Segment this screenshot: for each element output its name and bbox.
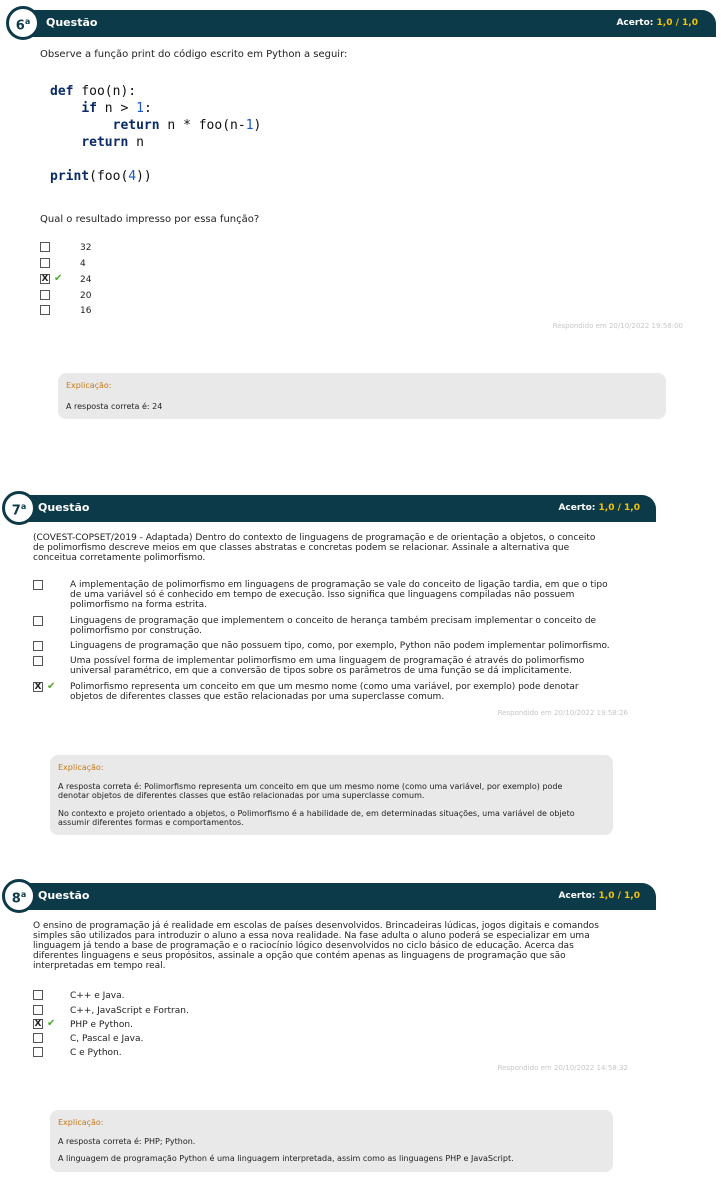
option-checkbox[interactable]	[33, 616, 43, 626]
option-checkbox[interactable]	[40, 258, 50, 268]
option-label: Linguagens de programação que não possuem tipo, como, por exemplo, Python não podem implementar polimorfismo.	[70, 641, 610, 651]
option-4[interactable]	[40, 258, 340, 270]
option-checkbox[interactable]	[33, 990, 43, 1000]
explanation-title: Explicação:	[58, 763, 104, 772]
question-prompt: (COVEST-COPSET/2019 - Adaptada) Dentro do contexto de linguagens de programação e de orientação a objetos, o conceito de polimorfismo descreve meios em que classes abstratas e concretas podem se relacionar. Assinale a alternativa que conceitua corretamente polimorfismo.	[33, 533, 596, 563]
option-label: C++, JavaScript e Fortran.	[70, 1006, 189, 1016]
option-label: Linguagens de programação que implementem o conceito de herança também precisam implementar o conceito de polimorfismo por construção.	[70, 616, 597, 636]
code-block: def foo(n): if n > 1: return n * foo(n-1) return n print(foo(4))	[50, 84, 262, 184]
explanation-box	[50, 1110, 613, 1172]
question-header	[16, 495, 656, 522]
option-checkbox[interactable]	[33, 1005, 43, 1015]
question-title: Questão	[46, 16, 98, 29]
option-label: Uma possível forma de implementar polimorfismo em uma linguagem de programação é através do polimorfismo universal paramétrico, em que a conversão de tipos sobre os parâmetros de uma função se dá implicitamente.	[70, 656, 585, 676]
explanation-text: A resposta correta é: 24	[66, 402, 163, 411]
explanation-title: Explicação:	[58, 1118, 104, 1127]
correct-check-icon: ✔	[47, 681, 56, 692]
explanation-text: A resposta correta é: Polimorfismo representa um conceito em que um mesmo nome (como uma variável, por exemplo) pode denotar objetos de diferentes classes que estão relacionadas por uma superclasse comum. No contexto e projeto orientado a objetos, o Polimorfismo é a habilidade de, em determinadas situações, uma variável de objeto assumir diferentes formas e comportamentos.	[58, 782, 575, 827]
question-header	[16, 883, 656, 910]
question-title: Questão	[38, 501, 90, 514]
option-checkbox[interactable]	[33, 1033, 43, 1043]
acerto-score: Acerto: 1,0 / 1,0	[558, 503, 640, 513]
option-label: 20	[80, 291, 92, 301]
answered-timestamp: Respondido em 20/10/2022 14:58:32	[497, 1064, 628, 1072]
option-3[interactable]	[33, 1019, 433, 1031]
option-label: PHP e Python.	[70, 1020, 133, 1030]
answered-timestamp: Respondido em 20/10/2022 19:58:00	[552, 322, 683, 330]
option-5[interactable]	[33, 1047, 433, 1059]
option-checkbox[interactable]	[33, 641, 43, 651]
question-prompt: O ensino de programação já é realidade em escolas de países desenvolvidos. Brincadeiras lúdicas, jogos digitais e comandos simples são utilizados para introduzir o aluno a essa nova realidade. Na fase adulta o aluno poderá se especializar em uma linguagem já tendo a base de programação e o raciocínio lógico desenvolvidos no ciclo básico de educação. Acerca das diferentes linguagens e seus propósitos, assinale a opção que contém apenas as linguagens de programação que são interpretadas em tempo real.	[33, 921, 599, 971]
option-label: 4	[80, 259, 86, 269]
question-prompt: Observe a função print do código escrito em Python a seguir:	[40, 49, 348, 60]
option-label: A implementação de polimorfismo em linguagens de programação se vale do conceito de ligação tardia, em que o tipo de uma variável só é conhecido em tempo de execução. Isso significa que linguagens compiladas não possuem polimorfismo na forma estrita.	[70, 580, 608, 610]
question-title: Questão	[38, 889, 90, 902]
option-label: C, Pascal e Java.	[70, 1034, 144, 1044]
option-32[interactable]	[40, 242, 340, 254]
option-4[interactable]	[33, 1033, 433, 1045]
acerto-score: Acerto: 1,0 / 1,0	[616, 18, 698, 28]
option-label: 24	[80, 275, 92, 285]
option-2[interactable]	[33, 1005, 433, 1017]
question-number-badge: 8$^a$	[2, 879, 36, 913]
option-3[interactable]	[33, 641, 643, 653]
question-text: Qual o resultado impresso por essa função?	[40, 214, 260, 225]
option-checkbox-selected[interactable]: X	[34, 1019, 42, 1029]
option-checkbox[interactable]	[33, 1047, 43, 1057]
option-label: C e Python.	[70, 1048, 122, 1058]
option-label: Polimorfismo representa um conceito em que um mesmo nome (como uma variável, por exemplo) pode denotar objetos de diferentes classes que estão relacionadas por uma superclasse comum.	[70, 682, 579, 702]
option-checkbox[interactable]	[40, 290, 50, 300]
option-1[interactable]	[33, 990, 433, 1002]
option-label: 16	[80, 306, 92, 316]
option-4[interactable]	[33, 656, 643, 676]
explanation-box	[50, 755, 613, 835]
question-header	[16, 10, 716, 37]
option-5[interactable]	[33, 682, 643, 702]
question-number-badge: 7$^a$	[2, 491, 36, 525]
option-checkbox-selected[interactable]: X	[34, 682, 42, 692]
option-checkbox[interactable]	[33, 580, 43, 590]
correct-check-icon: ✔	[54, 273, 63, 284]
option-2[interactable]	[33, 616, 643, 636]
option-checkbox[interactable]	[40, 305, 50, 315]
explanation-title: Explicação:	[66, 381, 112, 390]
option-checkbox[interactable]	[40, 242, 50, 252]
option-label: C++ e Java.	[70, 991, 125, 1001]
option-24[interactable]	[40, 274, 340, 286]
acerto-score: Acerto: 1,0 / 1,0	[558, 891, 640, 901]
option-1[interactable]	[33, 580, 643, 610]
question-number-badge: 6$^a$	[6, 6, 40, 40]
explanation-box	[58, 373, 666, 419]
option-16[interactable]	[40, 305, 340, 317]
option-checkbox-selected[interactable]: X	[41, 274, 49, 284]
explanation-text: A resposta correta é: PHP; Python. A linguagem de programação Python é uma linguagem interpretada, assim como as linguagens PHP e JavaScript.	[58, 1137, 514, 1163]
option-label: 32	[80, 243, 92, 253]
option-checkbox[interactable]	[33, 656, 43, 666]
correct-check-icon: ✔	[47, 1018, 56, 1029]
option-20[interactable]	[40, 290, 340, 302]
answered-timestamp: Respondido em 20/10/2022 19:58:26	[497, 709, 628, 717]
